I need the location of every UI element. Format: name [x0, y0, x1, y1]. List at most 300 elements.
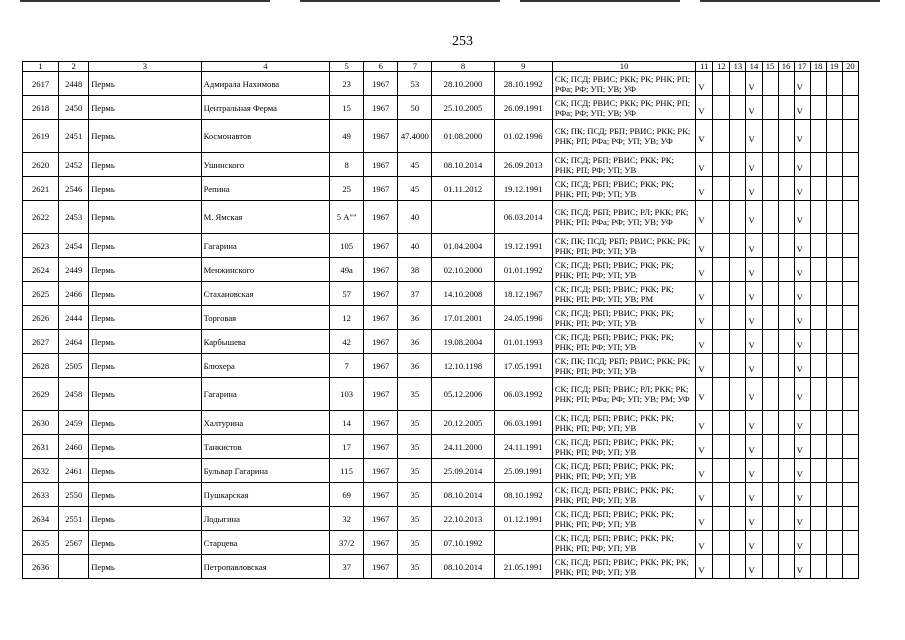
- cell-m19: [826, 378, 842, 411]
- column-header: 10: [552, 62, 696, 72]
- cell-house: 57: [330, 282, 364, 306]
- table-row: [23, 258, 859, 282]
- mark-m17: V: [796, 162, 803, 173]
- cell-m11: [696, 330, 713, 354]
- cell-m11: [696, 483, 713, 507]
- cell-m20: [842, 531, 858, 555]
- cell-id: 2459: [59, 411, 89, 435]
- cell-date1: 19.08.2004: [432, 330, 494, 354]
- cell-n: 2626: [23, 306, 59, 330]
- cell-pct: 50: [398, 96, 432, 120]
- cell-m11: [696, 96, 713, 120]
- column-header: 17: [794, 62, 810, 72]
- cell-year: 1967: [364, 153, 398, 177]
- cell-m12: [713, 507, 730, 531]
- cell-m16: [778, 153, 794, 177]
- cell-id: 2551: [59, 507, 89, 531]
- cell-street: Ушинского: [201, 153, 329, 177]
- mark-m17: V: [796, 315, 803, 326]
- cell-m12: [713, 306, 730, 330]
- mark-m14: V: [748, 105, 755, 116]
- cell-date1: 12.10.1198: [432, 354, 494, 378]
- mark-m17: V: [796, 186, 803, 197]
- cell-m13: [730, 354, 746, 378]
- top-edge-line: [0, 0, 905, 4]
- table-row: [23, 435, 859, 459]
- mark-m14: V: [748, 540, 755, 551]
- cell-m13: [730, 201, 746, 234]
- cell-m17: [794, 378, 810, 411]
- cell-m18: [810, 282, 826, 306]
- cell-m18: [810, 354, 826, 378]
- mark-m17: V: [796, 215, 803, 225]
- cell-pct: 35: [398, 483, 432, 507]
- table-row: [23, 330, 859, 354]
- mark-m11: V: [698, 444, 705, 455]
- mark-m11: V: [698, 540, 705, 551]
- column-header: 20: [842, 62, 858, 72]
- mark-m14: V: [748, 420, 755, 431]
- cell-m11: [696, 531, 713, 555]
- cell-m14: [746, 459, 762, 483]
- cell-codes: СК; ПСД; РБП; РВИС; РЛ; РКК; РК; РНК; РП; РФа; РФ; УП; УВ; РМ; УФ: [552, 378, 696, 411]
- cell-m18: [810, 201, 826, 234]
- mark-m14: V: [748, 516, 755, 527]
- cell-date1: 22.10.2013: [432, 507, 494, 531]
- cell-id: 2444: [59, 306, 89, 330]
- cell-m12: [713, 531, 730, 555]
- cell-year: 1967: [364, 378, 398, 411]
- cell-m20: [842, 411, 858, 435]
- cell-codes: СК; ПСД; РБП; РВИС; РКК; РК; РНК; РП; РФ; УП; УВ; РМ: [552, 282, 696, 306]
- cell-date1: 25.10.2005: [432, 96, 494, 120]
- cell-m19: [826, 507, 842, 531]
- cell-m14: [746, 234, 762, 258]
- cell-city: Пермь: [89, 153, 201, 177]
- cell-m17: [794, 96, 810, 120]
- cell-id: 2466: [59, 282, 89, 306]
- cell-m19: [826, 177, 842, 201]
- cell-m12: [713, 72, 730, 96]
- column-header: 6: [364, 62, 398, 72]
- cell-m16: [778, 555, 794, 579]
- table-row: [23, 282, 859, 306]
- cell-city: Пермь: [89, 411, 201, 435]
- cell-codes: СК; ПСД; РБП; РВИС; РКК; РК; РНК; РП; РФ; УП; УВ: [552, 435, 696, 459]
- cell-m12: [713, 258, 730, 282]
- cell-m17: [794, 507, 810, 531]
- cell-year: 1967: [364, 177, 398, 201]
- cell-codes: СК; ПСД; РБП; РВИС; РЛ; РКК; РК; РНК; РП; РФа; РФ; УП; УВ; УФ: [552, 201, 696, 234]
- mark-m17: V: [796, 392, 803, 402]
- cell-m17: [794, 234, 810, 258]
- cell-house: 25: [330, 177, 364, 201]
- mark-m14: V: [748, 291, 755, 302]
- mark-m14: V: [748, 186, 755, 197]
- cell-m15: [762, 459, 778, 483]
- cell-pct: 53: [398, 72, 432, 96]
- mark-m17: V: [796, 81, 803, 92]
- cell-house: 49а: [330, 258, 364, 282]
- cell-m15: [762, 378, 778, 411]
- cell-n: 2629: [23, 378, 59, 411]
- table-row: [23, 234, 859, 258]
- cell-m18: [810, 378, 826, 411]
- cell-date2: 26.09.2013: [494, 153, 552, 177]
- cell-m17: [794, 354, 810, 378]
- cell-city: Пермь: [89, 354, 201, 378]
- cell-m18: [810, 483, 826, 507]
- cell-m15: [762, 282, 778, 306]
- cell-city: Пермь: [89, 120, 201, 153]
- cell-date1: [432, 201, 494, 234]
- column-header: 3: [89, 62, 201, 72]
- cell-date1: 28.10.2000: [432, 72, 494, 96]
- cell-date2: 01.01.1992: [494, 258, 552, 282]
- cell-m14: [746, 96, 762, 120]
- cell-city: Пермь: [89, 72, 201, 96]
- cell-m12: [713, 282, 730, 306]
- cell-id: 2454: [59, 234, 89, 258]
- cell-date2: 25.09.1991: [494, 459, 552, 483]
- mark-m17: V: [796, 267, 803, 278]
- cell-m20: [842, 354, 858, 378]
- cell-m12: [713, 378, 730, 411]
- cell-m14: [746, 282, 762, 306]
- cell-house: 37/2: [330, 531, 364, 555]
- cell-m12: [713, 354, 730, 378]
- cell-m18: [810, 258, 826, 282]
- cell-m14: [746, 507, 762, 531]
- cell-m16: [778, 354, 794, 378]
- cell-m20: [842, 153, 858, 177]
- cell-date2: 18.12.1967: [494, 282, 552, 306]
- cell-house: 12: [330, 306, 364, 330]
- cell-street: Центральная Ферма: [201, 96, 329, 120]
- cell-m12: [713, 120, 730, 153]
- cell-n: 2631: [23, 435, 59, 459]
- cell-street: Гагарина: [201, 378, 329, 411]
- cell-m19: [826, 282, 842, 306]
- mark-m14: V: [748, 492, 755, 503]
- cell-date2: 06.03.1991: [494, 411, 552, 435]
- table-row: [23, 507, 859, 531]
- column-header: 5: [330, 62, 364, 72]
- cell-m19: [826, 306, 842, 330]
- cell-year: 1967: [364, 72, 398, 96]
- cell-m11: [696, 459, 713, 483]
- cell-n: 2624: [23, 258, 59, 282]
- cell-m19: [826, 555, 842, 579]
- cell-city: Пермь: [89, 177, 201, 201]
- cell-m18: [810, 507, 826, 531]
- cell-m18: [810, 531, 826, 555]
- mark-m17: V: [796, 468, 803, 479]
- cell-m16: [778, 177, 794, 201]
- cell-pct: 40: [398, 201, 432, 234]
- cell-date2: 28.10.1992: [494, 72, 552, 96]
- cell-m12: [713, 177, 730, 201]
- cell-house: 7: [330, 354, 364, 378]
- cell-id: 2550: [59, 483, 89, 507]
- mark-m11: V: [698, 564, 705, 575]
- mark-m11: V: [698, 339, 705, 350]
- cell-date1: 08.10.2014: [432, 483, 494, 507]
- mark-m11: V: [698, 134, 705, 144]
- cell-id: [59, 555, 89, 579]
- table-row: [23, 378, 859, 411]
- cell-codes: СК; ПСД; РБП; РВИС; РКК; РК; РНК; РП; РФ; УП; УВ: [552, 411, 696, 435]
- cell-city: Пермь: [89, 555, 201, 579]
- table-row: [23, 306, 859, 330]
- cell-city: Пермь: [89, 330, 201, 354]
- cell-year: 1967: [364, 330, 398, 354]
- cell-date2: 08.10.1992: [494, 483, 552, 507]
- cell-codes: СК; ПК; ПСД; РБП; РВИС; РКК; РК; РНК; РП; РФа; РФ; УП; УВ; УФ: [552, 120, 696, 153]
- cell-date1: 25.09.2014: [432, 459, 494, 483]
- cell-m19: [826, 459, 842, 483]
- cell-m16: [778, 96, 794, 120]
- cell-m17: [794, 201, 810, 234]
- cell-street: М. Ямская: [201, 201, 329, 234]
- cell-house: 115: [330, 459, 364, 483]
- column-header: 9: [494, 62, 552, 72]
- cell-m14: [746, 177, 762, 201]
- mark-m14: V: [748, 243, 755, 254]
- cell-street: Петропавловская: [201, 555, 329, 579]
- registry-table: [22, 61, 859, 579]
- cell-house: 8: [330, 153, 364, 177]
- cell-m11: [696, 354, 713, 378]
- mark-m14: V: [748, 392, 755, 402]
- cell-codes: СК; ПСД; РВИС; РКК; РК; РНК; РП; РФа; РФ; УП; УВ; УФ: [552, 72, 696, 96]
- cell-house: 17: [330, 435, 364, 459]
- cell-id: 2448: [59, 72, 89, 96]
- cell-n: 2617: [23, 72, 59, 96]
- cell-street: Старцева: [201, 531, 329, 555]
- cell-m17: [794, 120, 810, 153]
- cell-m16: [778, 330, 794, 354]
- cell-m14: [746, 258, 762, 282]
- cell-date2: 19.12.1991: [494, 234, 552, 258]
- cell-house: 49: [330, 120, 364, 153]
- mark-m17: V: [796, 243, 803, 254]
- column-header: 18: [810, 62, 826, 72]
- cell-year: 1967: [364, 507, 398, 531]
- mark-m14: V: [748, 315, 755, 326]
- table-row: [23, 531, 859, 555]
- cell-pct: 36: [398, 330, 432, 354]
- cell-year: 1967: [364, 120, 398, 153]
- cell-pct: 47.4000: [398, 120, 432, 153]
- cell-m16: [778, 258, 794, 282]
- cell-year: 1967: [364, 96, 398, 120]
- cell-id: 2546: [59, 177, 89, 201]
- cell-m17: [794, 411, 810, 435]
- column-header: 13: [730, 62, 746, 72]
- mark-m14: V: [748, 215, 755, 225]
- mark-m17: V: [796, 492, 803, 503]
- column-header: 8: [432, 62, 494, 72]
- cell-date2: 26.09.1991: [494, 96, 552, 120]
- cell-m15: [762, 483, 778, 507]
- cell-m20: [842, 234, 858, 258]
- cell-m18: [810, 120, 826, 153]
- cell-year: 1967: [364, 411, 398, 435]
- cell-city: Пермь: [89, 234, 201, 258]
- cell-date2: 21.05.1991: [494, 555, 552, 579]
- cell-street: Халтурина: [201, 411, 329, 435]
- cell-m14: [746, 153, 762, 177]
- cell-pct: 35: [398, 459, 432, 483]
- cell-pct: 45: [398, 153, 432, 177]
- cell-m12: [713, 330, 730, 354]
- cell-m11: [696, 201, 713, 234]
- cell-m12: [713, 555, 730, 579]
- cell-m15: [762, 330, 778, 354]
- cell-codes: СК; ПСД; РБП; РВИС; РКК; РК; РНК; РП; РФ; УП; УВ: [552, 459, 696, 483]
- cell-m11: [696, 282, 713, 306]
- cell-m11: [696, 153, 713, 177]
- cell-m13: [730, 483, 746, 507]
- cell-m13: [730, 96, 746, 120]
- cell-date1: 05.12.2006: [432, 378, 494, 411]
- cell-m12: [713, 435, 730, 459]
- cell-m15: [762, 258, 778, 282]
- cell-date1: 07.10.1992: [432, 531, 494, 555]
- cell-m20: [842, 201, 858, 234]
- cell-year: 1967: [364, 234, 398, 258]
- cell-m11: [696, 507, 713, 531]
- table-row: [23, 120, 859, 153]
- cell-m11: [696, 555, 713, 579]
- cell-m17: [794, 72, 810, 96]
- cell-m16: [778, 507, 794, 531]
- cell-m17: [794, 555, 810, 579]
- cell-city: Пермь: [89, 378, 201, 411]
- cell-n: 2634: [23, 507, 59, 531]
- cell-house: 15: [330, 96, 364, 120]
- table-row: [23, 483, 859, 507]
- cell-date2: 01.02.1996: [494, 120, 552, 153]
- cell-house: 14: [330, 411, 364, 435]
- cell-m12: [713, 234, 730, 258]
- mark-m11: V: [698, 81, 705, 92]
- cell-m20: [842, 330, 858, 354]
- cell-pct: 35: [398, 507, 432, 531]
- cell-id: 2452: [59, 153, 89, 177]
- cell-m15: [762, 354, 778, 378]
- cell-m18: [810, 96, 826, 120]
- mark-m14: V: [748, 363, 755, 374]
- cell-date2: 24.05.1996: [494, 306, 552, 330]
- cell-codes: СК; ПСД; РБП; РВИС; РКК; РК; РНК; РП; РФ; УП; УВ: [552, 483, 696, 507]
- cell-m18: [810, 234, 826, 258]
- cell-m11: [696, 378, 713, 411]
- column-header: 1: [23, 62, 59, 72]
- cell-m16: [778, 306, 794, 330]
- cell-n: 2621: [23, 177, 59, 201]
- cell-m16: [778, 435, 794, 459]
- cell-m15: [762, 201, 778, 234]
- column-header: 19: [826, 62, 842, 72]
- cell-house: 103: [330, 378, 364, 411]
- cell-street: Космонавтов: [201, 120, 329, 153]
- mark-m11: V: [698, 186, 705, 197]
- cell-m13: [730, 411, 746, 435]
- cell-street: Танкистов: [201, 435, 329, 459]
- cell-m14: [746, 201, 762, 234]
- table-body: [23, 72, 859, 579]
- cell-m16: [778, 459, 794, 483]
- cell-year: 1967: [364, 282, 398, 306]
- table-row: [23, 153, 859, 177]
- cell-city: Пермь: [89, 483, 201, 507]
- cell-year: 1967: [364, 459, 398, 483]
- cell-m20: [842, 96, 858, 120]
- cell-street: Пушкарская: [201, 483, 329, 507]
- table-row: [23, 96, 859, 120]
- cell-m19: [826, 258, 842, 282]
- table-row: [23, 201, 859, 234]
- cell-codes: СК; ПСД; РБП; РВИС; РКК; РК; РНК; РП; РФ; УП; УВ: [552, 306, 696, 330]
- cell-m19: [826, 120, 842, 153]
- cell-year: 1967: [364, 555, 398, 579]
- cell-m14: [746, 354, 762, 378]
- cell-m15: [762, 531, 778, 555]
- mark-m17: V: [796, 564, 803, 575]
- cell-pct: 45: [398, 177, 432, 201]
- cell-m15: [762, 96, 778, 120]
- cell-m18: [810, 177, 826, 201]
- table-row: [23, 459, 859, 483]
- table-row: [23, 177, 859, 201]
- cell-m17: [794, 282, 810, 306]
- cell-m19: [826, 531, 842, 555]
- cell-n: 2622: [23, 201, 59, 234]
- cell-pct: 35: [398, 531, 432, 555]
- mark-m11: V: [698, 291, 705, 302]
- cell-m17: [794, 153, 810, 177]
- cell-m13: [730, 153, 746, 177]
- cell-codes: СК; ПСД; РВИС; РКК; РК; РНК; РП; РФа; РФ; УП; УВ; УФ: [552, 96, 696, 120]
- cell-m14: [746, 306, 762, 330]
- mark-m14: V: [748, 267, 755, 278]
- mark-m11: V: [698, 516, 705, 527]
- cell-pct: 35: [398, 555, 432, 579]
- mark-m11: V: [698, 420, 705, 431]
- cell-year: 1967: [364, 201, 398, 234]
- cell-n: 2625: [23, 282, 59, 306]
- cell-id: 2505: [59, 354, 89, 378]
- cell-pct: 36: [398, 354, 432, 378]
- cell-house: 37: [330, 555, 364, 579]
- cell-m11: [696, 258, 713, 282]
- cell-m14: [746, 531, 762, 555]
- cell-m16: [778, 378, 794, 411]
- cell-codes: СК; ПСД; РБП; РВИС; РКК; РК; РНК; РП; РФ; УП; УВ: [552, 258, 696, 282]
- cell-m14: [746, 330, 762, 354]
- cell-m19: [826, 72, 842, 96]
- cell-id: 2451: [59, 120, 89, 153]
- cell-m20: [842, 378, 858, 411]
- header-row: [23, 62, 859, 72]
- cell-m11: [696, 306, 713, 330]
- cell-m19: [826, 354, 842, 378]
- column-header: 14: [746, 62, 762, 72]
- cell-m13: [730, 531, 746, 555]
- mark-m11: V: [698, 315, 705, 326]
